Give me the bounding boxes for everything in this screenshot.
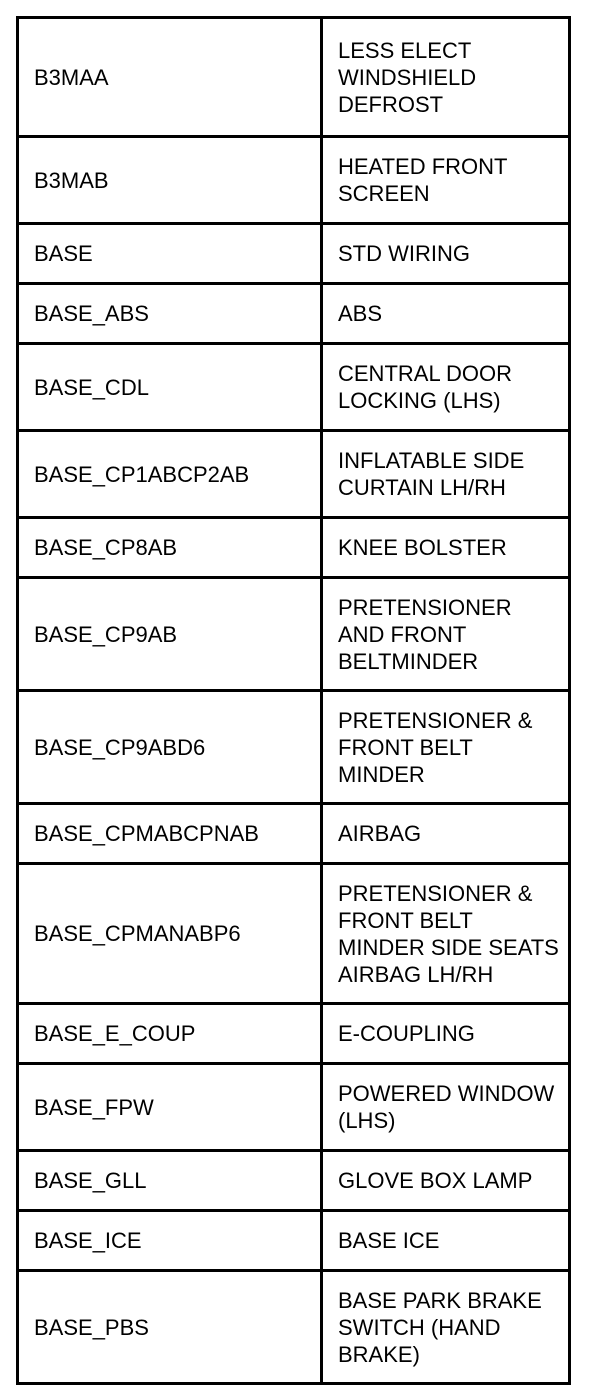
option-description-cell [322, 1004, 570, 1064]
option-description-cell [322, 137, 570, 224]
table-row [18, 1211, 570, 1271]
option-description-cell [322, 804, 570, 864]
option-description-line: KNEE BOLSTER [338, 535, 507, 560]
option-code-cell: BASE_FPW [18, 1064, 322, 1151]
option-description-cell [322, 1064, 570, 1151]
option-description-line: CURTAIN LH/RH [338, 475, 506, 500]
option-description-line: ABS [338, 301, 383, 326]
option-description-line: DEFROST [338, 91, 444, 117]
option-code-cell: BASE_CP8AB [18, 518, 322, 578]
option-description-line: SWITCH (HAND [338, 1314, 501, 1340]
option-description-cell [322, 1151, 570, 1211]
option-description-line: BASE PARK BRAKE [338, 1287, 542, 1313]
option-description-cell [322, 18, 570, 137]
option-description-line: WINDSHIELD [338, 64, 477, 90]
option-description-cell [322, 578, 570, 691]
option-description-line: CENTRAL DOOR [338, 361, 512, 386]
option-description-line: LOCKING (LHS) [338, 388, 501, 413]
option-code-cell: BASE_CP1ABCP2AB [18, 431, 322, 518]
table-row [18, 864, 570, 1004]
option-description-line: STD WIRING [338, 241, 470, 266]
option-description-line: E-COUPLING [338, 1021, 475, 1046]
option-description-line: MINDER [338, 761, 425, 787]
option-code-cell: BASE_CPMABCPNAB [18, 804, 322, 864]
option-description-line: AIRBAG LH/RH [338, 961, 494, 987]
table-row [18, 137, 570, 224]
option-code-cell: BASE [18, 224, 322, 284]
table-row [18, 431, 570, 518]
option-description-line: AIRBAG [338, 821, 422, 846]
table-row [18, 578, 570, 691]
option-code-cell: B3MAA [18, 18, 322, 137]
option-code-cell: BASE_PBS [18, 1271, 322, 1384]
option-description-cell [322, 224, 570, 284]
option-description-line: PRETENSIONER & [338, 880, 533, 906]
table-row [18, 1004, 570, 1064]
option-description-cell [322, 1271, 570, 1384]
table-row [18, 344, 570, 431]
option-description-cell [322, 864, 570, 1004]
option-code-cell: BASE_ICE [18, 1211, 322, 1271]
table-row [18, 284, 570, 344]
option-code-cell: BASE_GLL [18, 1151, 322, 1211]
option-description-cell [322, 284, 570, 344]
option-code-cell: B3MAB [18, 137, 322, 224]
option-description-cell [322, 691, 570, 804]
option-description-line: BRAKE) [338, 1341, 420, 1367]
option-description-line: INFLATABLE SIDE [338, 448, 525, 473]
table-row [18, 1271, 570, 1384]
table-row [18, 18, 570, 137]
option-description-line: FRONT BELT [338, 734, 473, 760]
option-code-cell: BASE_CP9ABD6 [18, 691, 322, 804]
option-code-table [16, 16, 571, 1385]
option-code-cell: BASE_CP9AB [18, 578, 322, 691]
option-code-cell: BASE_E_COUP [18, 1004, 322, 1064]
option-description-line: SCREEN [338, 181, 430, 206]
option-code-table-body [18, 18, 570, 1384]
option-description-line: PRETENSIONER [338, 594, 512, 620]
option-description-line: GLOVE BOX LAMP [338, 1168, 533, 1193]
table-row [18, 224, 570, 284]
option-description-line: POWERED WINDOW [338, 1081, 555, 1106]
option-code-cell: BASE_CDL [18, 344, 322, 431]
option-description-line: AND FRONT [338, 621, 467, 647]
option-description-line: PRETENSIONER & [338, 707, 533, 733]
option-description-cell [322, 344, 570, 431]
table-row [18, 518, 570, 578]
option-description-cell [322, 431, 570, 518]
option-description-cell [322, 518, 570, 578]
option-description-line: HEATED FRONT [338, 154, 508, 179]
table-row [18, 691, 570, 804]
option-description-cell [322, 1211, 570, 1271]
table-row [18, 1064, 570, 1151]
table-row [18, 804, 570, 864]
option-description-line: (LHS) [338, 1108, 396, 1133]
option-description-line: BASE ICE [338, 1228, 440, 1253]
option-description-line: LESS ELECT [338, 37, 472, 63]
option-description-line: MINDER SIDE SEATS [338, 934, 559, 960]
option-code-cell: BASE_ABS [18, 284, 322, 344]
table-row [18, 1151, 570, 1211]
option-description-line: BELTMINDER [338, 648, 479, 674]
option-description-line: FRONT BELT [338, 907, 473, 933]
option-code-cell: BASE_CPMANABP6 [18, 864, 322, 1004]
